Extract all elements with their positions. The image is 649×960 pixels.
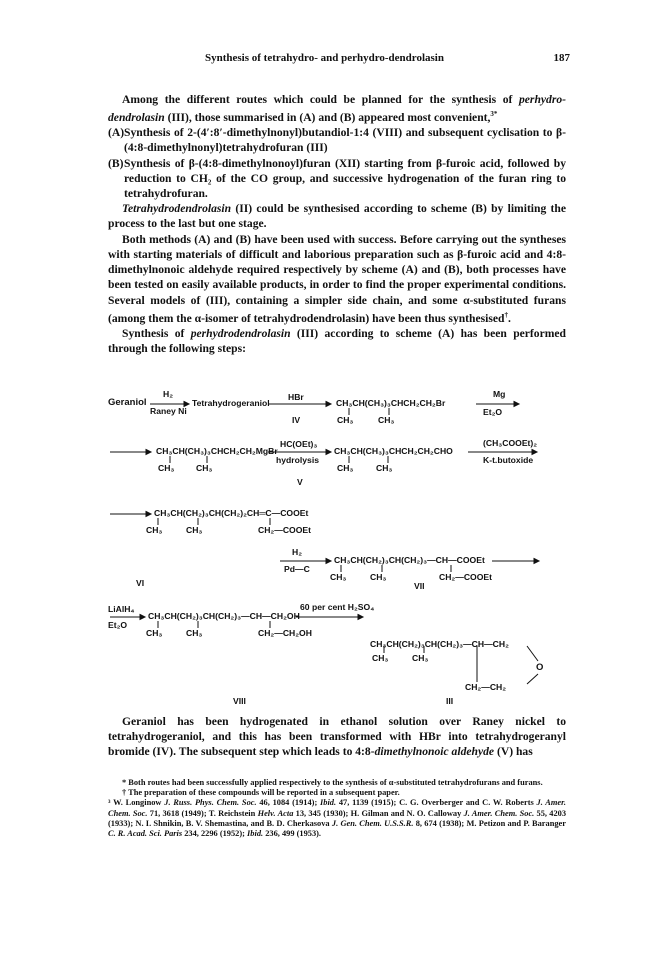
paragraph-tetrahydro: Tetrahydrodendrolasin (II) could be synthesised according to scheme (B) by limiting the process to the last but one stage. [108,202,566,231]
label-vi: VI [136,578,145,588]
label-iii: III [446,696,454,706]
paragraph-methods: Both methods (A) and (B) have been used with success. Before carrying out the syntheses with starting materials of difficult and laborious preparation such as β-furoic acid and 4:8-dimethylnonoic aldehyde required respectively by scheme (A) and (B), both processes have been tested on easily available products, in order to find the proper experimental conditions. Several models of (III), containing a simpler side chain, and some α-substituted furans (among them the α-isomer of tetrahydrodendrolasin) have been thus synthesised†. [108,232,566,325]
compound-iv-ch3-b: CH₃ [378,415,395,425]
reagent-hbr: HBr [288,392,304,402]
grignard-reagent: CH₃CH(CH₃)₃CHCH₂CH₂MgBr [156,446,278,456]
footnote-asterisk: * Both routes had been successfully applied respectively to the synthesis of α-substituted tetrahydrofurans and furans. [122,778,543,787]
label-viii: VIII [233,696,246,706]
reagent-et2o-reduction: Et₂O [108,620,128,630]
reagent-malonate: (CH₃COOEt)₂ [483,438,538,448]
compound-v: CH₃CH(CH₃)₃CHCH₂CH₂CHO [334,446,453,456]
reagent-mg: Mg [493,389,506,399]
route-a: (A)Synthesis of 2-(4′:8′-dimethylnonyl)butandiol-1:4 (VIII) and subsequent cyclisation to β-(4:8-dimethylnonyl)tetrahydrofuran (III) [108,126,566,155]
unsaturated-ester-ch3-a: CH₃ [146,525,163,535]
body-text-top [108,92,566,356]
geraniol: Geraniol [108,397,147,408]
paragraph-geraniol: Geraniol has been hydrogenated in ethanol solution over Raney nickel to tetrahydrogeraniol, and this has been transformed with HBr into tetrahydrogeranyl bromide (IV). The subsequent step which leads to 4:8-dimethylnonoic aldehyde (V) has [108,715,566,759]
paragraph-routes: Among the different routes which could be planned for the synthesis of perhydro-dendrolasin (III), those summarised in (A) and (B) appeared most convenient,$^{3*}$ [108,93,566,125]
footnote-dagger: † The preparation of these compounds will be reported in a subsequent paper. [122,788,400,798]
reagent-h2-hydrogenation: H₂ [292,547,303,557]
compound-iv: CH₃CH(CH₃)₃CHCH₂CH₂Br [336,398,446,408]
compound-vii-ch3-a: CH₃ [330,572,347,582]
compound-iii-ch3-a: CH₃ [372,653,389,663]
reagent-hydrolysis: hydrolysis [276,455,319,465]
reagent-k-t-butoxide: K-t.butoxide [483,455,534,465]
body-text-bottom [108,714,566,760]
unsaturated-ester-ch2cooet: CH₂—COOEt [258,525,311,535]
compound-iii-ch3-b: CH₃ [412,653,429,663]
compound-viii-ch3-b: CH₃ [186,628,203,638]
compound-iii: CH₃CH(CH₂)₃CH(CH₂)₃—CH—CH₂ [370,639,509,649]
compound-vii: CH₃CH(CH₂)₃CH(CH₂)₃—CH—COOEt [334,555,485,565]
compound-vii-ch3-b: CH₃ [370,572,387,582]
reagent-raney-ni: Raney Ni [150,406,187,416]
footnotes [108,778,566,839]
route-b: (B)Synthesis of β-(4:8-dimethylnonoyl)furan (XII) starting from β-furoic acid, followed by reduction to CH₂ of the CO group, and successive hydrogenation of the furan ring to tetrahydrofuran. [108,156,566,201]
reagent-et2o: Et₂O [483,407,503,417]
unsaturated-ester-ch3-b: CH₃ [186,525,203,535]
compound-viii-ch2ch2oh: CH₂—CH₂OH [258,628,312,638]
reaction-scheme [108,389,566,711]
footnote-reference-3: ³ W. Longinow J. Russ. Phys. Chem. Soc. 46, 1084 (1914); Ibid. 47, 1139 (1915); C. G. Overberger and C. W. Roberts J. Amer. Chem. Soc. 71, 3618 (1949); T. Reichstein Helv. Acta 13, 345 (1930); H. Gilman and N. O. Calloway J. Amer. Chem. Soc. 55, 4203 (1933); N. I. Shnikin, B. V. Shemastina, and B. D. Cherkasova J. Gen. Chem. U.S.S.R. 8, 674 (1938); M. Petizon and P. Baranger C. R. Acad. Sci. Paris 234, 2296 (1952); Ibid. 236, 499 (1953). [108,798,567,839]
reagent-pd-c: Pd—C [284,564,310,574]
compound-iv-ch3-a: CH₃ [337,415,354,425]
reagent-sulfuric-acid: 60 per cent H₂SO₄ [300,602,375,612]
grignard-ch3-b: CH₃ [196,463,213,473]
label-iv: IV [292,415,301,425]
ring-ch2-ch2: CH₂—CH₂ [465,682,507,692]
unsaturated-ester: CH₃CH(CH₂)₃CH(CH₂)₂CH═C—COOEt [154,508,309,518]
tetrahydrogeraniol: Tetrahydrogeraniol [192,398,270,408]
page-number: 187 [553,52,570,64]
running-title: Synthesis of tetrahydro- and perhydro-dendrolasin [205,52,444,64]
reagent-lialh4: LiAlH₄ [108,604,135,614]
running-header [110,52,570,68]
reagent-orthoformate: HC(OEt)₃ [280,439,318,449]
compound-v-ch3-b: CH₃ [376,463,393,473]
label-v: V [297,477,303,487]
paragraph-synthesis-steps: Synthesis of perhydrodendrolasin (III) according to scheme (A) has been performed through the following steps: [108,326,566,355]
compound-v-ch3-a: CH₃ [337,463,354,473]
label-vii: VII [414,581,425,591]
ring-oxygen: O [536,662,544,673]
grignard-ch3-a: CH₃ [158,463,175,473]
compound-viii: CH₃CH(CH₂)₃CH(CH₂)₃—CH—CH₂OH [148,611,300,621]
compound-vii-ch2cooet: CH₂—COOEt [439,572,492,582]
compound-viii-ch3-a: CH₃ [146,628,163,638]
reagent-h2: H₂ [163,389,174,399]
